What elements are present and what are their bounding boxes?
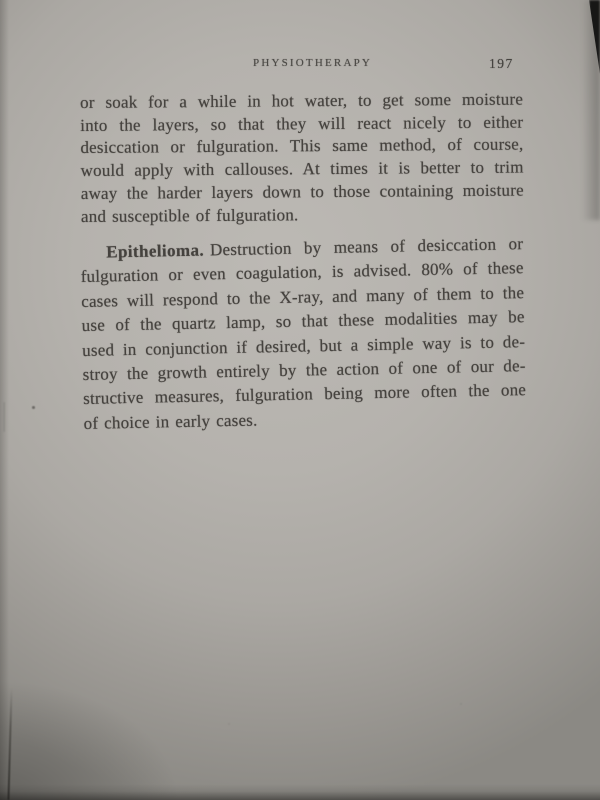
page-bottom-left-shadow xyxy=(0,680,180,800)
text-line: fulguration or even coagulation, is advised. 80% of these xyxy=(80,258,524,287)
text-line: used in conjunction if desired, but a simple way is to de- xyxy=(81,331,526,360)
body-text xyxy=(80,89,527,436)
text-line: or soak for a while in hot water, to get some moisture xyxy=(80,89,524,112)
text-line: use of the quartz lamp, so that these modalities may be xyxy=(81,307,525,336)
running-header: PHYSIOTHERAPY xyxy=(253,57,373,69)
page-number: 197 xyxy=(489,56,514,71)
dust-speck xyxy=(3,402,5,432)
epithelioma-heading: Epithelioma. xyxy=(106,240,205,262)
text-run: Destruction by means of desiccation or xyxy=(209,234,524,260)
text-line: of choice in early cases. xyxy=(83,410,258,434)
text-line: would apply with callouses. At times it is better to trim xyxy=(80,157,524,181)
text-line: into the layers, so that they will react nicely to either xyxy=(80,112,524,135)
text-line: away the harder layers down to those containing moisture xyxy=(80,180,524,203)
text-line: structive measures, fulguration being more often the one xyxy=(82,380,527,409)
dust-speck xyxy=(460,703,462,705)
text-line: stroy the growth entirely by the action of one of our de- xyxy=(82,356,526,385)
text-line: cases will respond to the X-ray, and many of them to the xyxy=(81,283,525,312)
paragraph-epithelioma xyxy=(80,232,527,436)
paragraph-continuation xyxy=(80,89,524,229)
page-bottom-shadow xyxy=(0,784,600,800)
dust-speck xyxy=(32,406,35,409)
text-line: desiccation or fulguration. This same method, of course, xyxy=(80,134,524,158)
dust-speck xyxy=(228,723,230,725)
text-line: and susceptible of fulguration. xyxy=(80,204,299,226)
